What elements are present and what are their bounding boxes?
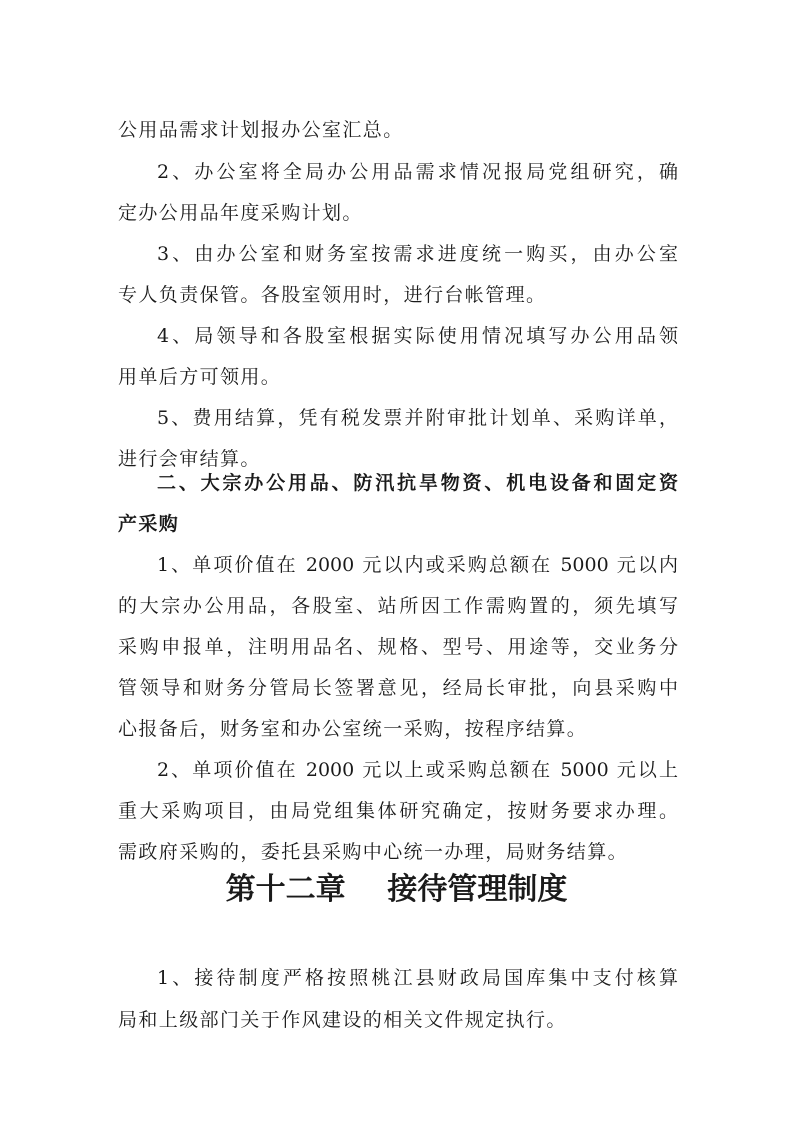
- text-line: 专人负责保管。各股室领用时，进行台帐管理。: [118, 284, 547, 306]
- text-line: 用单后方可领用。: [118, 366, 282, 388]
- text-line: 5、费用结算，凭有税发票并附审批计划单、采购详单，: [157, 407, 678, 429]
- text-line: 需政府采购的，委托县采购中心统一办理，局财务结算。: [118, 841, 629, 863]
- text-line: 进行会审结算。: [118, 448, 261, 470]
- text-line: 公用品需求计划报办公室汇总。: [118, 119, 404, 141]
- text-line: 心报备后，财务室和办公室统一采购，按程序结算。: [118, 718, 588, 740]
- text-line: 4、局领导和各股室根据实际使用情况填写办公用品领: [157, 325, 678, 347]
- text-line: 采购申报单，注明用品名、规格、型号、用途等，交业务分: [118, 636, 678, 658]
- text-line: 2、办公室将全局办公用品需求情况报局党组研究，确: [157, 161, 678, 183]
- text-line: 重大采购项目，由局党组集体研究确定，按财务要求办理。: [118, 800, 678, 822]
- text-line: 2、单项价值在 2000 元以上或采购总额在 5000 元以上: [157, 759, 678, 781]
- text-line: 管领导和财务分管局长签署意见，经局长审批，向县采购中: [118, 677, 678, 699]
- section-heading-cont: 产采购: [118, 513, 180, 535]
- text-line: 3、由办公室和财务室按需求进度统一购买，由办公室: [157, 243, 678, 265]
- text-line: 局和上级部门关于作风建设的相关文件规定执行。: [118, 1009, 567, 1031]
- chapter-title: 第十二章 接待管理制度: [225, 872, 568, 907]
- text-line: 1、接待制度严格按照桃江县财政局国库集中支付核算: [157, 967, 678, 989]
- text-line: 定办公用品年度采购计划。: [118, 202, 363, 224]
- text-line: 1、单项价值在 2000 元以内或采购总额在 5000 元以内: [157, 554, 678, 576]
- text-line: 的大宗办公用品，各股室、站所因工作需购置的，须先填写: [118, 595, 678, 617]
- section-heading: 二、大宗办公用品、防汛抗旱物资、机电设备和固定资: [157, 472, 678, 494]
